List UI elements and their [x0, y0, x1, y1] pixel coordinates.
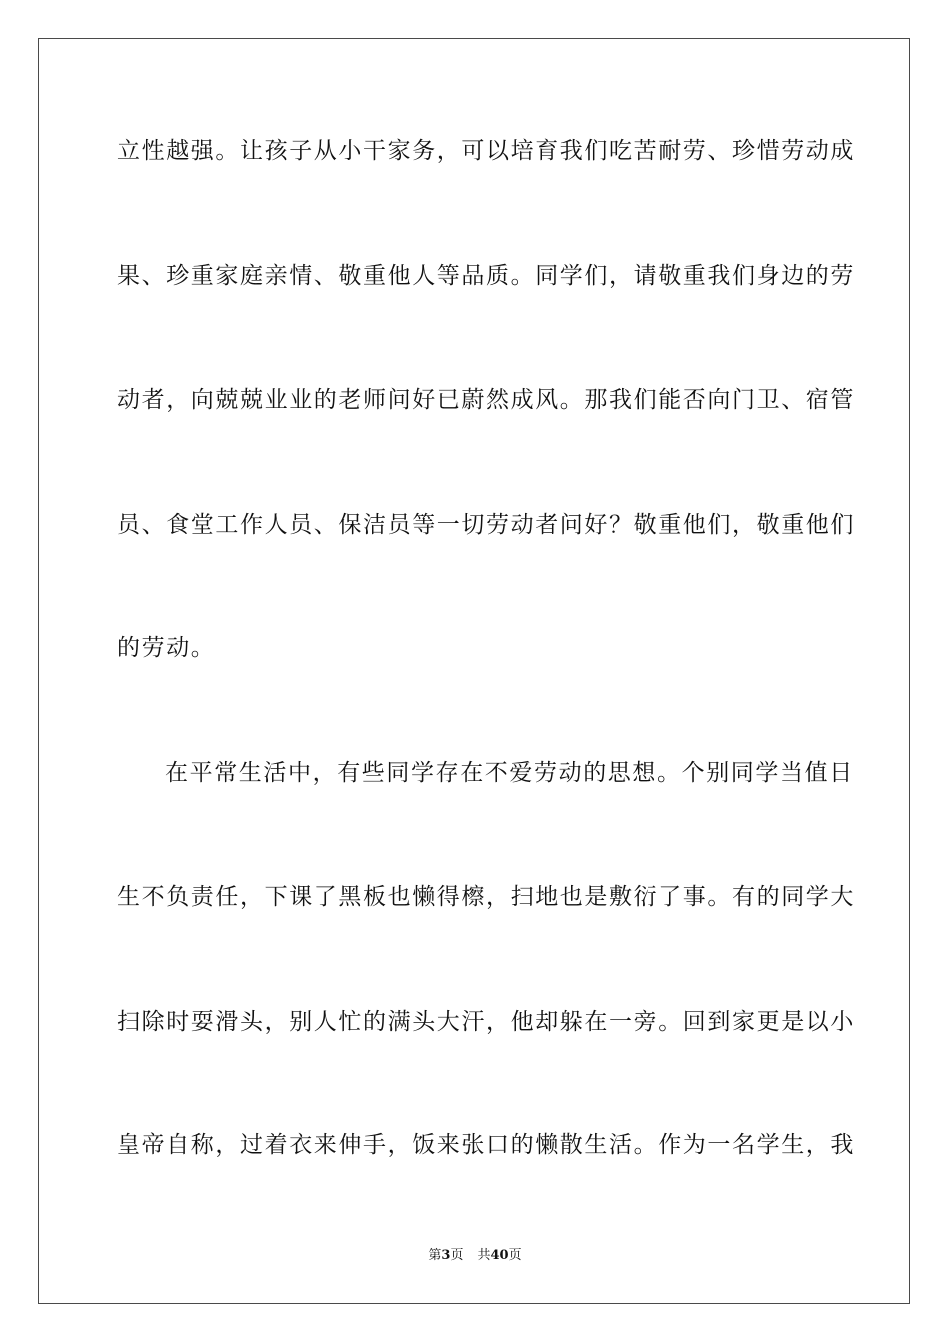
text-line-1: 立性越强。让孩子从小干家务，可以培育我们吃苦耐劳、珍惜劳动成 [117, 138, 855, 164]
footer-total-prefix: 共 [477, 1248, 491, 1263]
text-line-4: 员、食堂工作人员、保洁员等一切劳动者问好？敬重他们，敬重他们 [117, 512, 855, 538]
text-line-8: 扫除时耍滑头，别人忙的满头大汗，他却躲在一旁。回到家更是以小 [117, 1009, 855, 1035]
footer-page-suffix: 页 [450, 1248, 464, 1263]
page-border [38, 38, 910, 1304]
text-line-3: 动者，向兢兢业业的老师问好已蔚然成风。那我们能否向门卫、宿管 [117, 387, 855, 413]
footer-total-pages: 40 [490, 1248, 509, 1263]
page-footer [0, 1248, 950, 1264]
text-line-5: 的劳动。 [117, 635, 216, 661]
footer-page-number: 3 [441, 1248, 451, 1263]
footer-page-prefix: 第 [428, 1248, 442, 1263]
text-line-2: 果、珍重家庭亲情、敬重他人等品质。同学们，请敬重我们身边的劳 [117, 263, 855, 289]
text-line-9: 皇帝自称，过着衣来伸手，饭来张口的懒散生活。作为一名学生，我 [117, 1132, 855, 1158]
footer-total-suffix: 页 [508, 1248, 522, 1263]
paragraph-start-line: 在平常生活中，有些同学存在不爱劳动的思想。个别同学当值日 [165, 760, 854, 786]
text-line-7: 生不负责任，下课了黑板也懒得檫，扫地也是敷衍了事。有的同学大 [117, 884, 855, 910]
